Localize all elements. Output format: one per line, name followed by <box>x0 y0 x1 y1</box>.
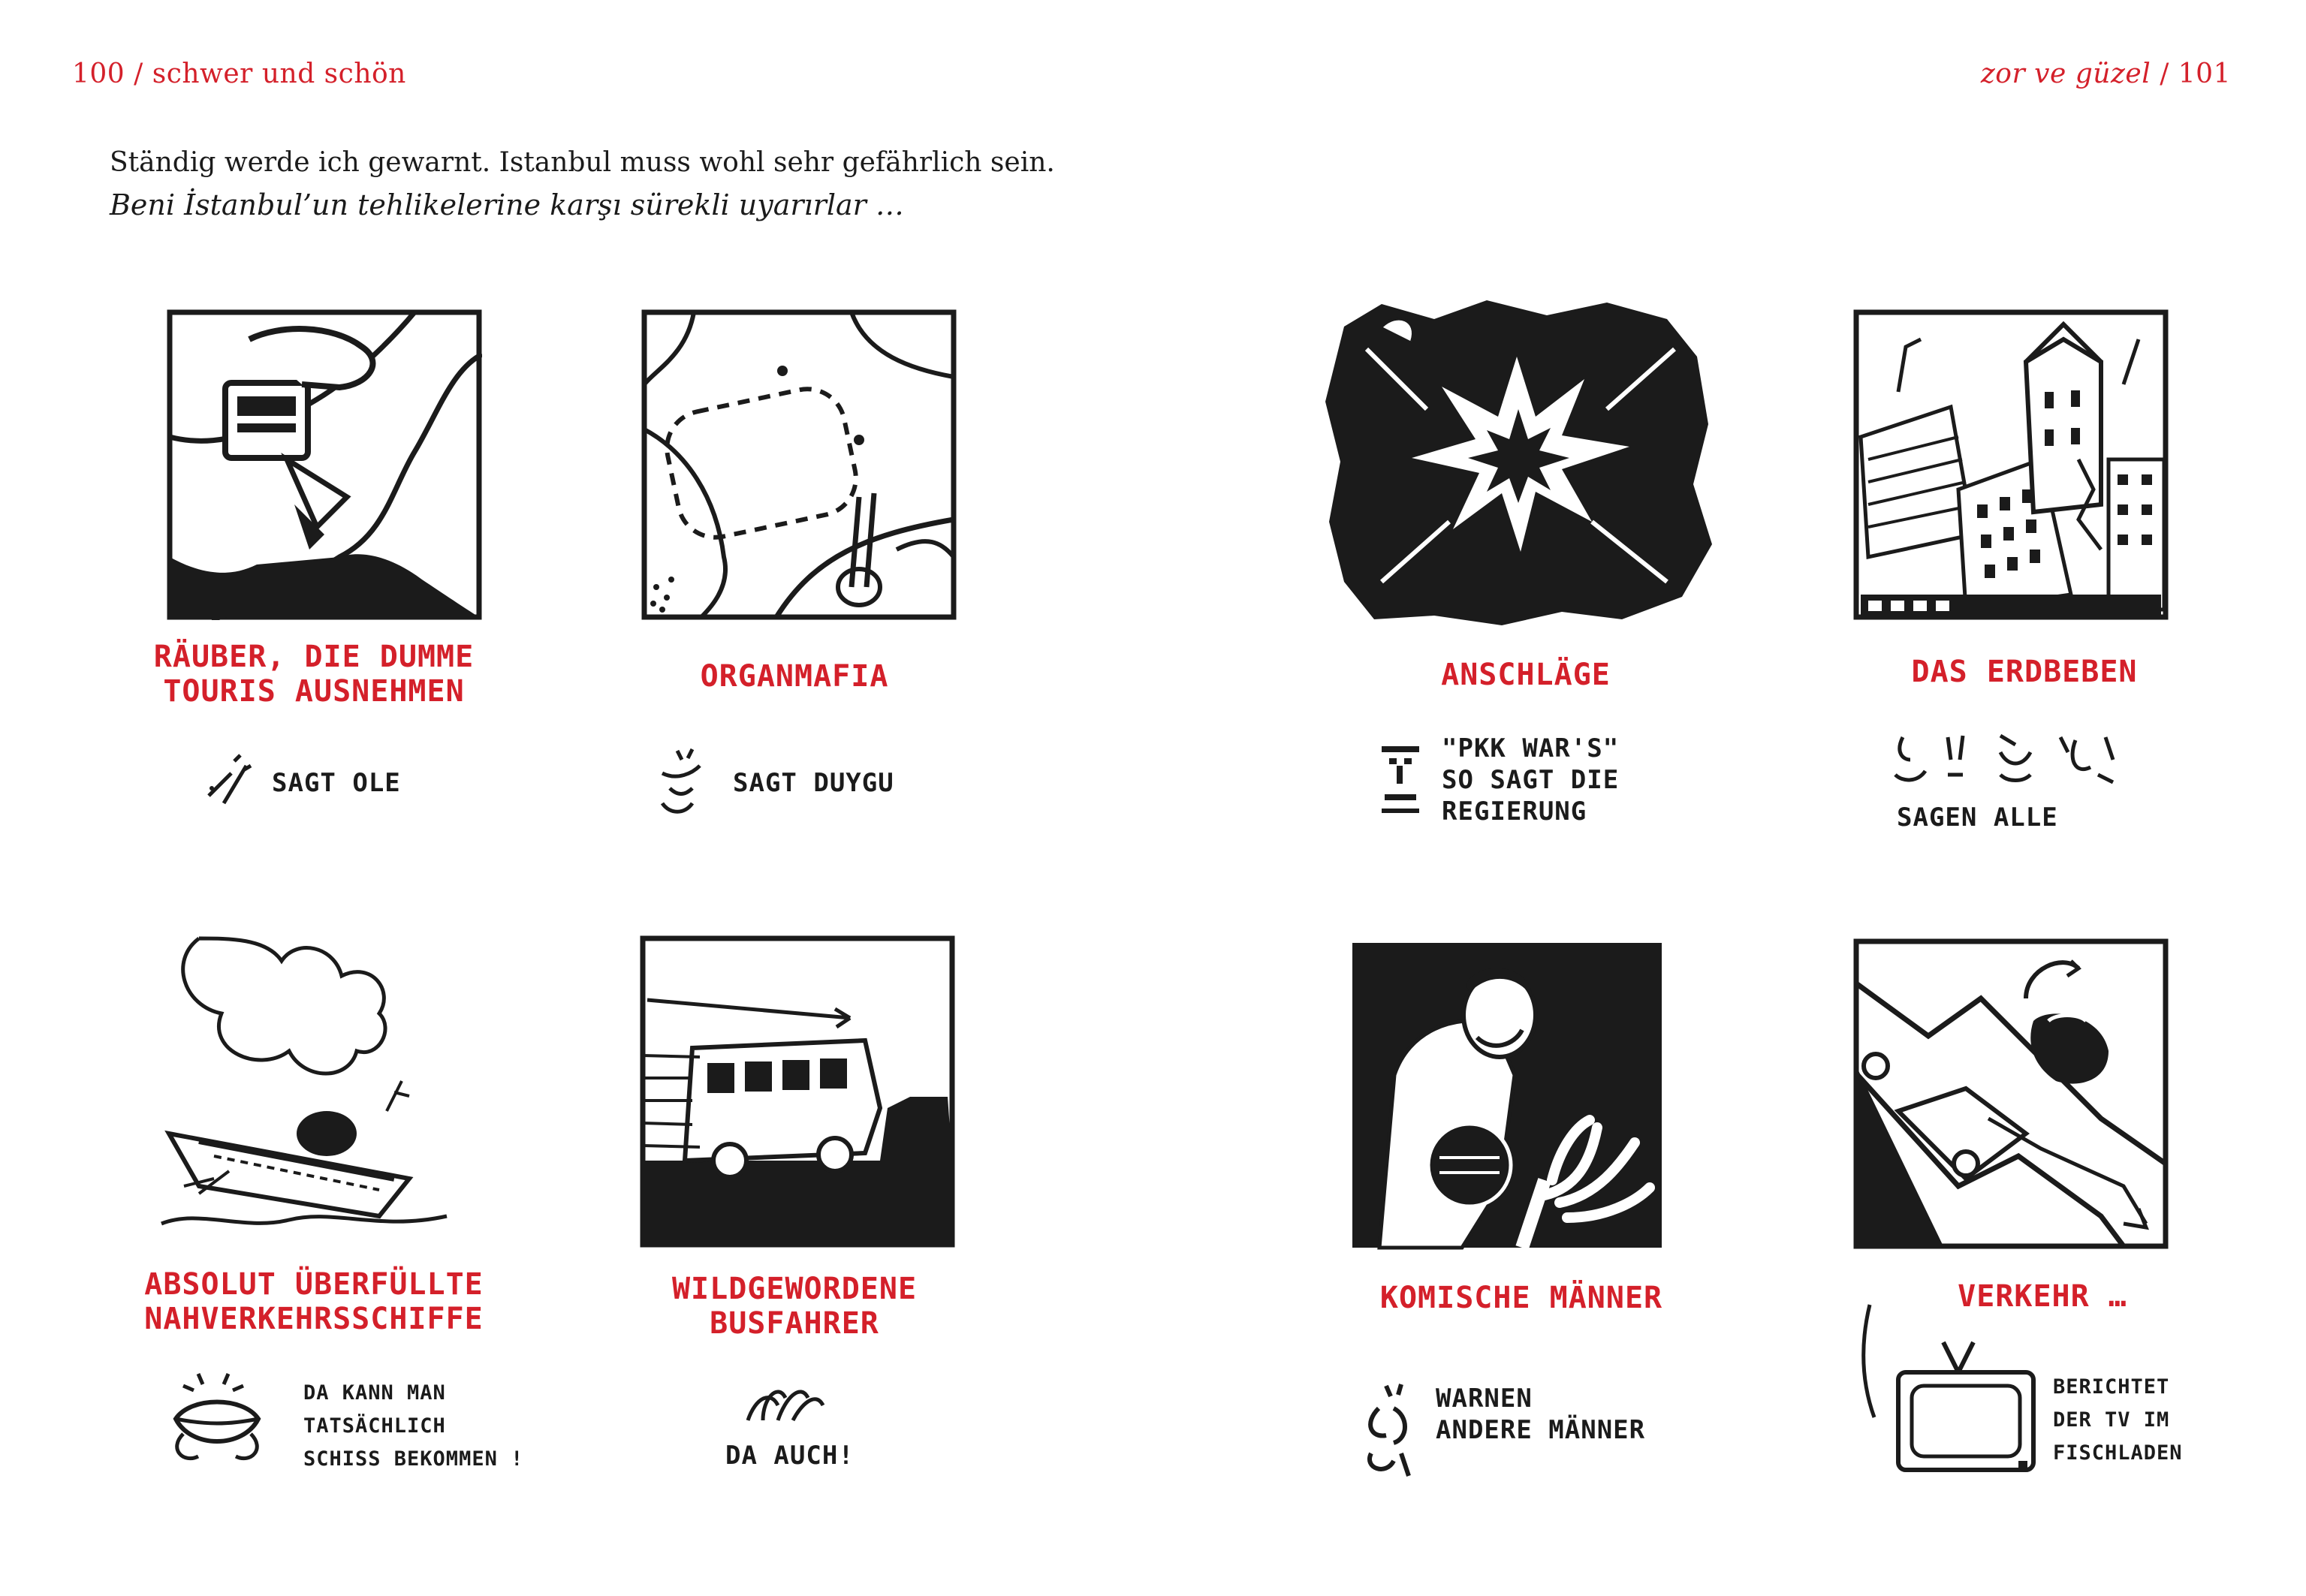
caption-line: RÄUBER, DIE DUMME <box>153 640 475 674</box>
caption-schiffe <box>89 1267 539 1336</box>
panel-robbery <box>167 309 482 620</box>
face-men-icon <box>1356 1378 1424 1483</box>
source-line: SAGT OLE <box>272 768 401 798</box>
source-erdbeben <box>1897 802 2058 833</box>
page-number: / 101 <box>2160 59 2231 89</box>
source-line: SO SAGT DIE <box>1442 765 1620 795</box>
face-all-icon <box>1888 730 2121 790</box>
source-line: DA AUCH! <box>725 1441 855 1471</box>
caption-line: NAHVERKEHRSSCHIFFE <box>144 1302 484 1336</box>
traffic-icon <box>1853 938 2169 1249</box>
caption-line: ORGANMAFIA <box>700 659 889 694</box>
source-line: DA KANN MAN <box>303 1381 446 1405</box>
caption-anschlaege <box>1301 658 1751 692</box>
source-line: BERICHTET <box>2053 1375 2170 1399</box>
caption-line: BUSFAHRER <box>710 1306 879 1341</box>
caption-line: TOURIS AUSNEHMEN <box>163 674 465 709</box>
creepy-man-icon <box>1349 940 1665 1251</box>
earthquake-icon <box>1853 309 2169 620</box>
source-line: "PKK WAR'S" <box>1442 733 1620 763</box>
robbery-icon <box>167 309 482 620</box>
sinking-ship-icon <box>154 931 454 1246</box>
source-line: FISCHLADEN <box>2053 1441 2183 1465</box>
running-head-left: 100 / schwer und schön <box>72 59 406 89</box>
face-government-icon <box>1374 739 1427 821</box>
source-line: ANDERE MÄNNER <box>1436 1415 1646 1445</box>
source-robbery <box>272 767 401 799</box>
source-line: WARNEN <box>1436 1384 1533 1414</box>
source-line: SAGT DUYGU <box>733 768 894 798</box>
panel-erdbeben <box>1853 309 2169 620</box>
caption-line: KOMISCHE MÄNNER <box>1379 1281 1663 1315</box>
caption-line: WILDGEWORDENE <box>671 1272 918 1306</box>
source-organmafia <box>733 767 894 799</box>
caption-line: VERKEHR … <box>1958 1279 2127 1314</box>
intro-text <box>110 147 1055 221</box>
intro-german: Ständig werde ich gewarnt. Istanbul muss wohl sehr gefährlich sein. <box>110 147 1055 178</box>
organ-surgery-icon <box>641 309 957 620</box>
tv-icon <box>1861 1297 2063 1485</box>
caption-maenner <box>1296 1281 1747 1315</box>
panel-schiffe <box>154 931 454 1246</box>
intro-turkish: Beni İstanbul’un tehlikelerine karşı sürekli uyarırlar … <box>110 188 904 221</box>
source-maenner <box>1436 1383 1645 1446</box>
face-ole-icon <box>201 751 255 811</box>
caption-erdbeben <box>1799 655 2250 689</box>
panel-organmafia <box>641 309 957 620</box>
running-head-title: zor ve güzel <box>1980 59 2151 89</box>
source-line: TATSÄCHLICH <box>303 1414 446 1438</box>
source-line: SCHISS BEKOMMEN ! <box>303 1447 524 1471</box>
source-verkehr <box>2053 1371 2183 1470</box>
face-lips-icon <box>161 1366 273 1479</box>
explosion-icon <box>1322 297 1712 627</box>
face-duygu-icon <box>655 743 715 818</box>
source-line: DER TV IM <box>2053 1408 2170 1432</box>
caption-organmafia <box>569 659 1020 694</box>
caption-line: DAS ERDBEBEN <box>1911 655 2138 689</box>
caption-busfahrer <box>569 1272 1020 1341</box>
panel-maenner <box>1349 940 1665 1251</box>
face-hands-icon <box>740 1375 830 1428</box>
source-line: REGIERUNG <box>1442 796 1587 827</box>
source-schiffe <box>303 1377 523 1476</box>
panel-verkehr <box>1853 938 2169 1249</box>
caption-line: ABSOLUT ÜBERFÜLLTE <box>144 1267 484 1302</box>
panel-anschlaege <box>1322 297 1712 627</box>
source-line: SAGEN ALLE <box>1897 803 2058 833</box>
source-anschlaege <box>1442 733 1619 827</box>
panel-busfahrer <box>640 935 955 1248</box>
running-head-right <box>1981 59 2231 89</box>
caption-line: ANSCHLÄGE <box>1441 658 1611 692</box>
speeding-bus-icon <box>640 935 955 1248</box>
caption-robbery <box>89 640 539 709</box>
source-busfahrer <box>725 1440 855 1471</box>
